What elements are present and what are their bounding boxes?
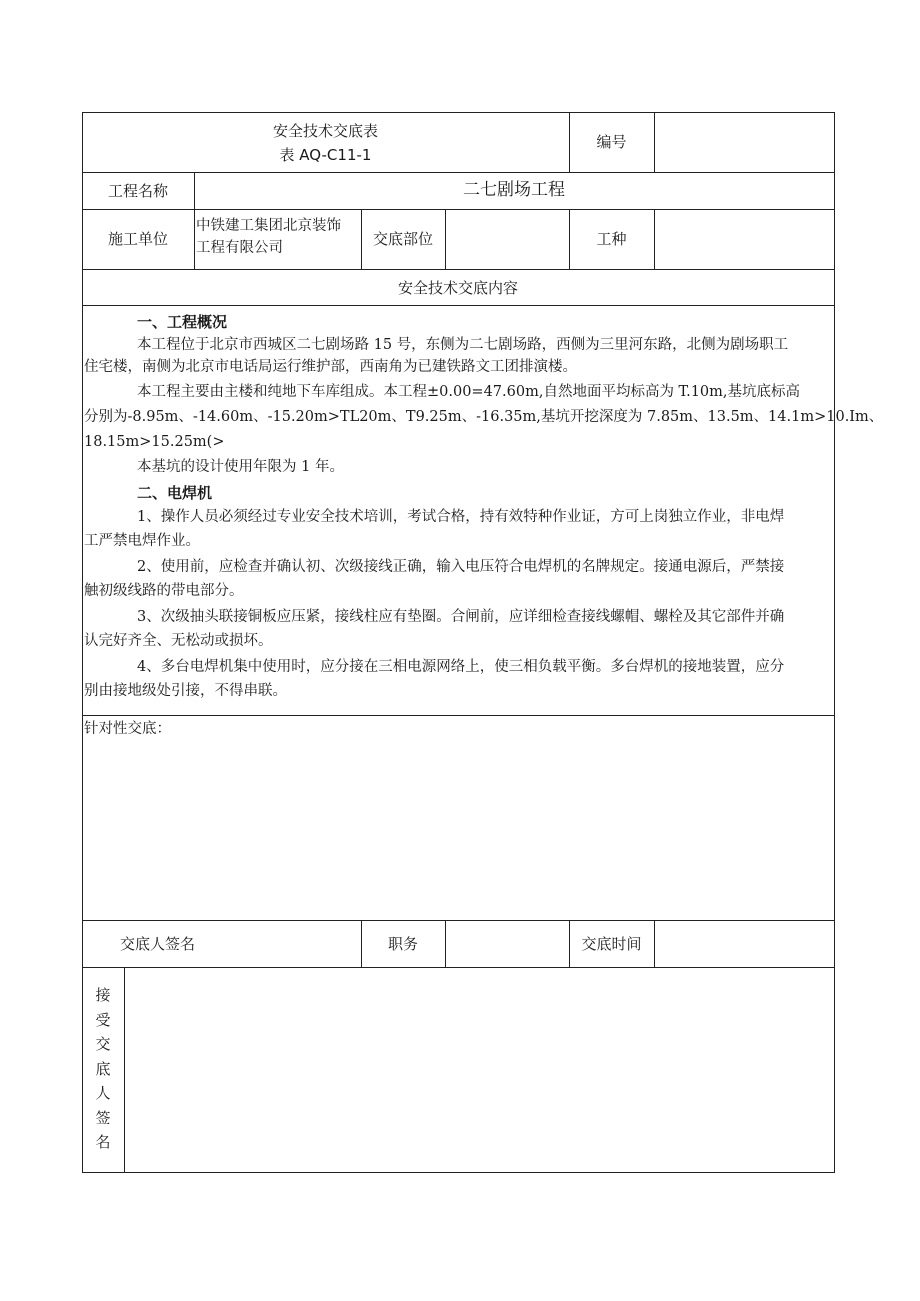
receiver-signature-label	[82, 983, 124, 1155]
paragraph-line: 3、次级抽头联接铜板应压紧，接线柱应有垫圈。合闸前，应详细检查接线螺帽、螺栓及其它部件并确	[137, 609, 785, 625]
paragraph-line: 分别为-8.95m、-14.60m、-15.20m>TL20m、T9.25m、-16.35m,基坑开挖深度为 7.85m、13.5m、14.1m>10.Im、	[84, 409, 884, 425]
project-name-value: 二七剧场工程	[463, 180, 565, 200]
label-char: 接	[95, 986, 111, 1004]
paragraph-line: 4、多台电焊机集中使用时，应分接在三相电源网络上，使三相负载平衡。多台焊机的接地装置，应分	[137, 659, 785, 675]
disclosure-time-label: 交底时间	[581, 935, 642, 953]
label-char: 交	[95, 1035, 111, 1053]
rule	[654, 920, 655, 967]
disclosure-part-label: 交底部位	[372, 230, 433, 248]
construction-unit-label: 施工单位	[107, 230, 168, 248]
rule	[82, 269, 835, 270]
construction-unit-value-line1: 中铁建工集团北京装饰	[196, 218, 341, 234]
paragraph-line: 1、操作人员必须经过专业安全技术培训，考试合格，持有效特种作业证，方可上岗独立作业，非电焊	[137, 509, 785, 525]
construction-unit-value-line2: 工程有限公司	[196, 240, 283, 256]
rule	[82, 920, 835, 921]
rule	[445, 920, 446, 967]
form-code: 表 AQ-C11-1	[279, 146, 372, 164]
paragraph-line: 工严禁电焊作业。	[84, 533, 200, 549]
paragraph-line: 触初级线路的带电部分。	[84, 583, 244, 599]
discloser-signature-field[interactable]	[260, 924, 358, 964]
position-label: 职务	[387, 935, 418, 953]
rule	[445, 209, 446, 269]
label-char: 底	[95, 1059, 111, 1078]
rule	[654, 112, 655, 172]
receiver-signature-area[interactable]	[126, 969, 832, 1170]
rule	[194, 209, 195, 269]
paragraph-line: 认完好齐全、无松动或损坏。	[84, 633, 273, 649]
targeted-disclosure-label: 针对性交底：	[84, 721, 171, 737]
rule	[82, 112, 835, 113]
rule	[834, 112, 835, 1173]
label-char: 人	[95, 1084, 111, 1102]
number-label: 编号	[596, 133, 627, 151]
paragraph-line: 别由接地级处引接，不得串联。	[84, 683, 287, 699]
section-overview-title: 一、工程概况	[137, 313, 228, 331]
rule	[124, 967, 125, 1172]
paragraph-line: 本工程主要由主楼和纯地下车库组成。本工程±0.00=47.60m,自然地面平均标高为 T.10m,基坑底标高	[137, 384, 801, 400]
section-welder-title: 二、电焊机	[137, 484, 213, 502]
trade-label: 工种	[596, 230, 627, 248]
rule	[654, 209, 655, 269]
paragraph-line: 18.15m>15.25m(>	[84, 434, 225, 450]
paragraph-line: 2、使用前，应检查并确认初、次级接线正确，输入电压符合电焊机的名牌规定。接通电源后，严禁接	[137, 559, 785, 575]
discloser-signature-label: 交底人签名	[120, 935, 196, 953]
label-char: 名	[95, 1133, 111, 1151]
targeted-disclosure-area[interactable]	[84, 742, 832, 917]
content-heading: 安全技术交底内容	[397, 279, 518, 297]
rule	[82, 715, 835, 716]
paragraph-line: 住宅楼，南侧为北京市电话局运行维护部，西南角为已建铁路文工团排演楼。	[84, 359, 577, 375]
rule	[82, 305, 835, 306]
paragraph-line: 本基坑的设计使用年限为 1 年。	[137, 459, 344, 475]
label-char: 签	[95, 1108, 111, 1127]
label-char: 受	[95, 1010, 111, 1029]
form-title: 安全技术交底表	[272, 122, 378, 140]
paragraph-line: 本工程位于北京市西城区二七剧场路 15 号，东侧为二七剧场路，西侧为三里河东路，北侧为剧场职工	[137, 337, 789, 353]
rule	[82, 967, 835, 968]
project-name-label: 工程名称	[107, 182, 168, 200]
rule	[82, 1172, 835, 1173]
